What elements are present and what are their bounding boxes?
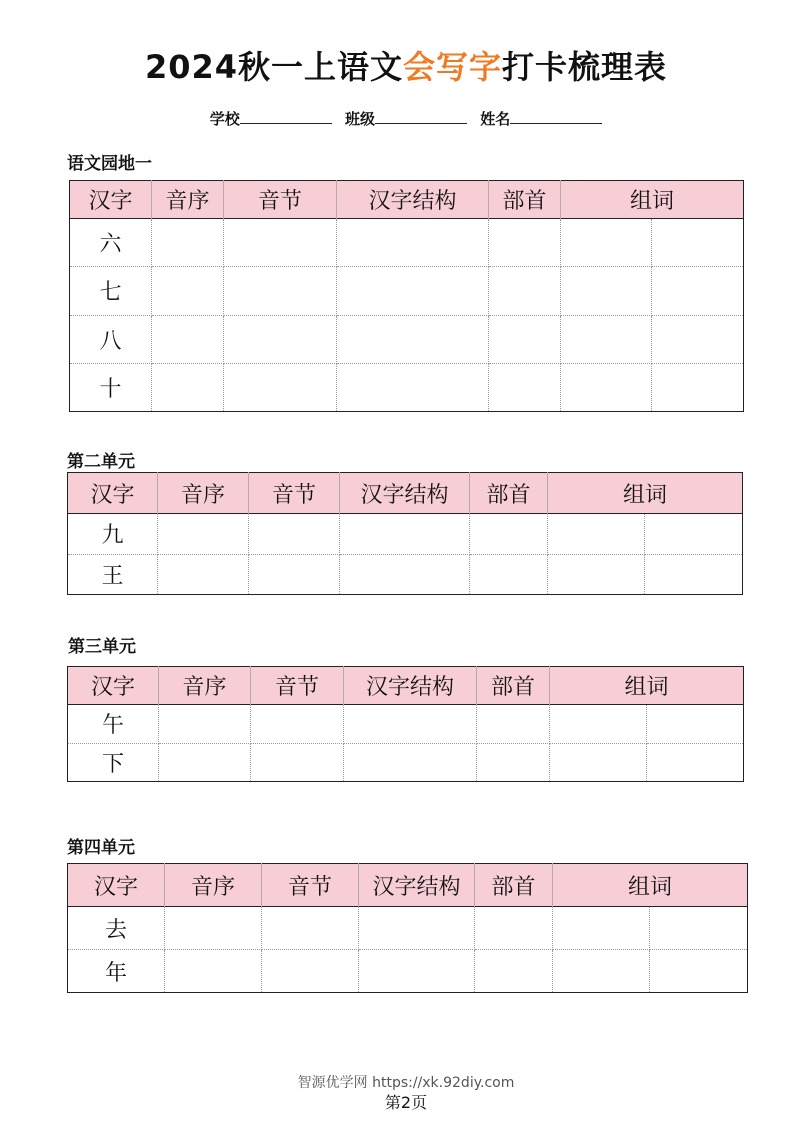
header-zuci: 组词 bbox=[561, 181, 744, 219]
answer-cell[interactable] bbox=[561, 219, 652, 267]
page-title bbox=[0, 42, 812, 88]
answer-cell[interactable] bbox=[652, 363, 744, 411]
answer-cell[interactable] bbox=[489, 219, 561, 267]
answer-cell[interactable] bbox=[340, 554, 470, 595]
table-row bbox=[68, 907, 748, 950]
hanzi-cell: 年 bbox=[68, 950, 165, 993]
answer-cell[interactable] bbox=[158, 514, 249, 555]
header-yinjie: 音节 bbox=[224, 181, 337, 219]
answer-cell[interactable] bbox=[645, 554, 743, 595]
hanzi-cell: 十 bbox=[70, 363, 152, 411]
answer-cell[interactable] bbox=[489, 315, 561, 363]
section-title-2: 第二单元 bbox=[67, 452, 135, 472]
answer-cell[interactable] bbox=[477, 705, 550, 744]
answer-cell[interactable] bbox=[561, 363, 652, 411]
hanzi-cell: 八 bbox=[70, 315, 152, 363]
table-row bbox=[68, 950, 748, 993]
table-row bbox=[68, 705, 744, 744]
answer-cell[interactable] bbox=[489, 267, 561, 315]
answer-cell[interactable] bbox=[337, 363, 489, 411]
answer-cell[interactable] bbox=[340, 514, 470, 555]
answer-cell[interactable] bbox=[159, 705, 251, 744]
answer-cell[interactable] bbox=[251, 705, 344, 744]
answer-cell[interactable] bbox=[645, 514, 743, 555]
answer-cell[interactable] bbox=[475, 907, 553, 950]
answer-cell[interactable] bbox=[152, 363, 224, 411]
name-field bbox=[480, 108, 602, 129]
answer-cell[interactable] bbox=[477, 743, 550, 782]
header-bushou: 部首 bbox=[470, 473, 548, 514]
hanzi-cell: 七 bbox=[70, 267, 152, 315]
answer-cell[interactable] bbox=[553, 907, 650, 950]
table-section-2 bbox=[67, 472, 743, 595]
answer-cell[interactable] bbox=[647, 743, 744, 782]
header-jiegou: 汉字结构 bbox=[340, 473, 470, 514]
answer-cell[interactable] bbox=[561, 267, 652, 315]
hanzi-cell: 六 bbox=[70, 219, 152, 267]
answer-cell[interactable] bbox=[158, 554, 249, 595]
class-field bbox=[345, 108, 467, 129]
answer-cell[interactable] bbox=[359, 907, 475, 950]
header-bushou: 部首 bbox=[477, 667, 550, 705]
answer-cell[interactable] bbox=[251, 743, 344, 782]
school-label: 学校 bbox=[209, 110, 240, 128]
header-bushou: 部首 bbox=[475, 864, 553, 907]
answer-cell[interactable] bbox=[647, 705, 744, 744]
answer-cell[interactable] bbox=[262, 950, 359, 993]
answer-cell[interactable] bbox=[344, 705, 477, 744]
answer-cell[interactable] bbox=[165, 950, 262, 993]
header-jiegou: 汉字结构 bbox=[344, 667, 477, 705]
answer-cell[interactable] bbox=[489, 363, 561, 411]
answer-cell[interactable] bbox=[550, 743, 647, 782]
table-row bbox=[70, 219, 744, 267]
header-hanzi: 汉字 bbox=[68, 473, 158, 514]
header-yinjie: 音节 bbox=[262, 864, 359, 907]
answer-cell[interactable] bbox=[652, 267, 744, 315]
class-blank[interactable] bbox=[375, 109, 467, 124]
table-section-3 bbox=[67, 666, 744, 782]
hanzi-cell: 下 bbox=[68, 743, 159, 782]
section-title-3: 第三单元 bbox=[68, 637, 136, 657]
answer-cell[interactable] bbox=[652, 315, 744, 363]
answer-cell[interactable] bbox=[650, 907, 748, 950]
answer-cell[interactable] bbox=[262, 907, 359, 950]
table-row bbox=[68, 554, 743, 595]
answer-cell[interactable] bbox=[650, 950, 748, 993]
answer-cell[interactable] bbox=[224, 267, 337, 315]
answer-cell[interactable] bbox=[652, 219, 744, 267]
header-jiegou: 汉字结构 bbox=[337, 181, 489, 219]
answer-cell[interactable] bbox=[337, 267, 489, 315]
title-prefix: 2024秋一上语文 bbox=[144, 48, 404, 86]
table-row bbox=[68, 743, 744, 782]
page-number: 第2页 bbox=[384, 1093, 428, 1112]
header-yinxu: 音序 bbox=[165, 864, 262, 907]
answer-cell[interactable] bbox=[165, 907, 262, 950]
answer-cell[interactable] bbox=[224, 315, 337, 363]
answer-cell[interactable] bbox=[152, 315, 224, 363]
table-row bbox=[70, 363, 744, 411]
header-zuci: 组词 bbox=[553, 864, 748, 907]
answer-cell[interactable] bbox=[561, 315, 652, 363]
header-yinjie: 音节 bbox=[251, 667, 344, 705]
header-yinxu: 音序 bbox=[158, 473, 249, 514]
title-suffix: 打卡梳理表 bbox=[502, 48, 668, 86]
section-title-1: 语文园地一 bbox=[67, 154, 152, 174]
header-hanzi: 汉字 bbox=[70, 181, 152, 219]
table-section-4 bbox=[67, 863, 748, 993]
answer-cell[interactable] bbox=[359, 950, 475, 993]
hanzi-cell: 王 bbox=[68, 554, 158, 595]
answer-cell[interactable] bbox=[249, 554, 340, 595]
answer-cell[interactable] bbox=[470, 514, 548, 555]
header-jiegou: 汉字结构 bbox=[359, 864, 475, 907]
title-accent: 会写字 bbox=[403, 48, 503, 86]
header-hanzi: 汉字 bbox=[68, 864, 165, 907]
answer-cell[interactable] bbox=[337, 315, 489, 363]
answer-cell[interactable] bbox=[249, 514, 340, 555]
header-yinxu: 音序 bbox=[152, 181, 224, 219]
table-row bbox=[70, 315, 744, 363]
answer-cell[interactable] bbox=[224, 219, 337, 267]
footer-site: 智源优学网 https://xk.92diy.com bbox=[297, 1075, 515, 1091]
answer-cell[interactable] bbox=[224, 363, 337, 411]
class-label: 班级 bbox=[344, 110, 375, 128]
name-blank[interactable] bbox=[510, 109, 602, 124]
header-yinjie: 音节 bbox=[249, 473, 340, 514]
answer-cell[interactable] bbox=[159, 743, 251, 782]
name-label: 姓名 bbox=[480, 110, 511, 128]
answer-cell[interactable] bbox=[337, 219, 489, 267]
school-blank[interactable] bbox=[240, 109, 332, 124]
table-row bbox=[70, 267, 744, 315]
answer-cell[interactable] bbox=[475, 950, 553, 993]
header-zuci: 组词 bbox=[550, 667, 744, 705]
answer-cell[interactable] bbox=[152, 267, 224, 315]
school-field bbox=[210, 108, 332, 129]
table-section-1 bbox=[69, 180, 744, 412]
answer-cell[interactable] bbox=[548, 554, 645, 595]
table-row bbox=[68, 514, 743, 555]
answer-cell[interactable] bbox=[344, 743, 477, 782]
section-title-4: 第四单元 bbox=[67, 838, 135, 858]
answer-cell[interactable] bbox=[553, 950, 650, 993]
header-hanzi: 汉字 bbox=[68, 667, 159, 705]
answer-cell[interactable] bbox=[152, 219, 224, 267]
header-zuci: 组词 bbox=[548, 473, 743, 514]
hanzi-cell: 去 bbox=[68, 907, 165, 950]
student-info bbox=[0, 108, 812, 129]
hanzi-cell: 九 bbox=[68, 514, 158, 555]
answer-cell[interactable] bbox=[470, 554, 548, 595]
header-bushou: 部首 bbox=[489, 181, 561, 219]
hanzi-cell: 午 bbox=[68, 705, 159, 744]
header-yinxu: 音序 bbox=[159, 667, 251, 705]
answer-cell[interactable] bbox=[550, 705, 647, 744]
answer-cell[interactable] bbox=[548, 514, 645, 555]
